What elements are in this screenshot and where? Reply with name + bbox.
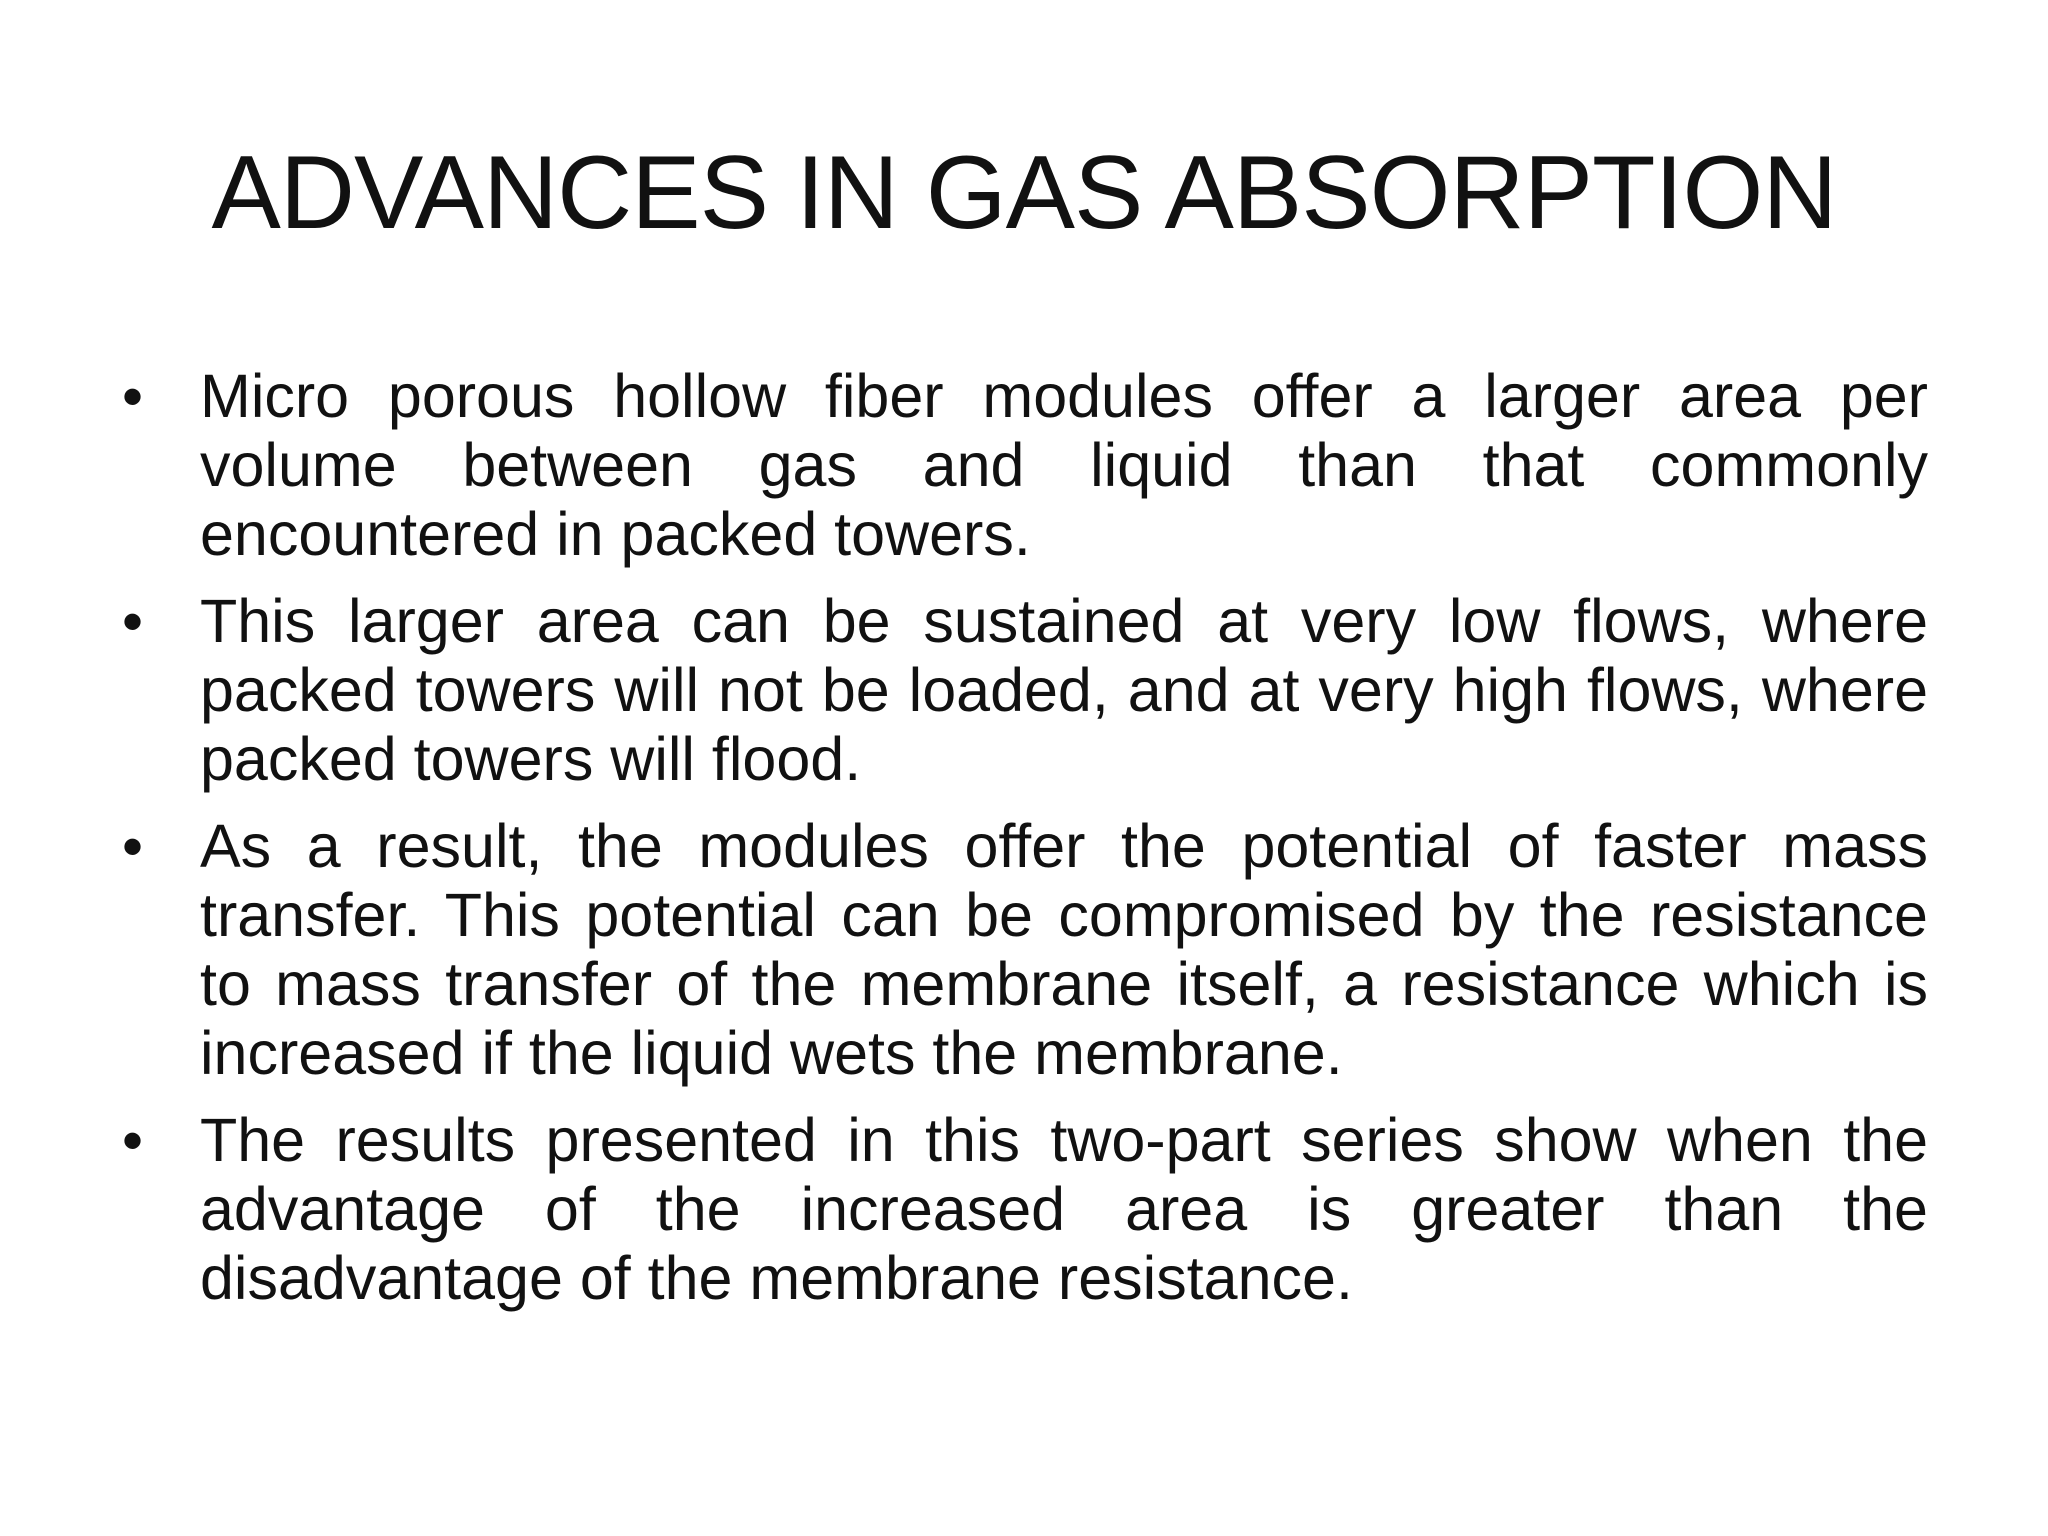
bullet-text: As a result, the modules offer the potential of faster mass transfer. This potential can be compromised by the resistance to mass transfer of the membrane itself, a resistance which is increased if the liquid wets the membrane. [200,812,1928,1087]
bullet-list [122,362,1928,1331]
bullet-dot-icon: • [122,813,144,880]
bullet-text: The results presented in this two-part series show when the advantage of the increased area is greater than the disadvantage of the membrane resistance. [200,1106,1928,1312]
bullet-item [122,1106,1928,1313]
bullet-text: This larger area can be sustained at very low flows, where packed towers will not be loaded, and at very high flows, where packed towers will flood. [200,587,1928,793]
bullet-item [122,587,1928,794]
bullet-item [122,362,1928,569]
bullet-dot-icon: • [122,588,144,655]
bullet-item [122,812,1928,1088]
bullet-text: Micro porous hollow fiber modules offer a larger area per volume between gas and liquid than that commonly encountered in packed towers. [200,362,1928,568]
slide-title: ADVANCES IN GAS ABSORPTION [211,135,1837,251]
bullet-dot-icon: • [122,1107,144,1174]
bullet-dot-icon: • [122,363,144,430]
